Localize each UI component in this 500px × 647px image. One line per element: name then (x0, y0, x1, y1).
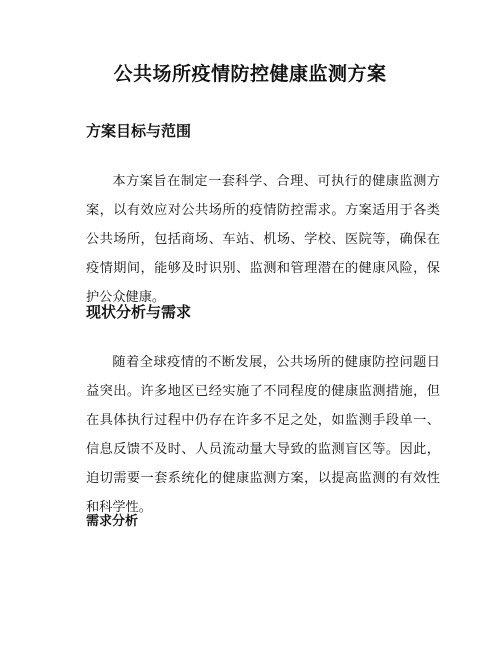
section-paragraph-status-needs: 随着全球疫情的不断发展，公共场所的健康防控问题日益突出。许多地区已经实施了不同程度的健康监测措施，但在具体执行过程中仍存在许多不足之处，如监测手段单一、信息反馈不及时、人员流动量大导致的监测盲区等。因此，迫切需要一套系统化的健康监测方案，以提高监测的有效性和科学性。 (86, 355, 440, 515)
section-heading-status-needs: 现状分析与需求 (86, 303, 192, 321)
document-title: 公共场所疫情防控健康监测方案 (113, 63, 387, 85)
section-paragraph-goals-scope: 本方案旨在制定一套科学、合理、可执行的健康监测方案，以有效应对公共场所的疫情防控需求。方案适用于各类公共场所，包括商场、车站、机场、学校、医院等，确保在疫情期间，能够及时识别、监测和管理潜在的健康风险，保护公众健康。 (86, 174, 440, 305)
section-heading-needs-analysis: 需求分析 (86, 514, 139, 529)
section-heading-goals-scope: 方案目标与范围 (86, 122, 192, 140)
